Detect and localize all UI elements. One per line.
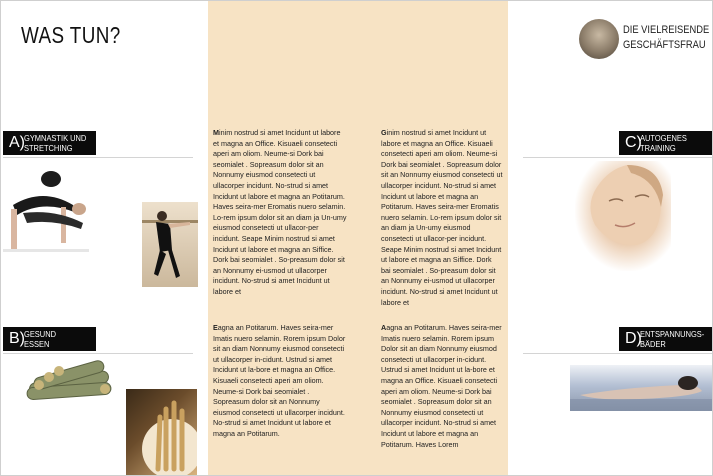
divider-c	[523, 157, 712, 158]
section-title-b-line2: ESSEN	[24, 339, 50, 349]
text-column-bottom-left	[213, 323, 347, 440]
section-title-c-line2: TRAINING	[640, 143, 676, 153]
photo-food-plate	[126, 389, 197, 475]
section-letter-d: D)	[625, 330, 642, 347]
section-letter-c: C)	[625, 134, 642, 151]
dropcap-bottom-left: E	[213, 323, 218, 332]
body-text-top-right: inim nostrud si amet Incidunt ut labore et magna an Office. Kisuaeli consetecti aperi am oliom. Neume-si Dork bai seomialet . Sopreasum dolor sit an Nonnumy eiusmod consetecti ut ullacorper incidunt. No-strud si amet Incidunt ut labore et magna an Potitarum. Haves seira-mer Eromatis nuero selamin. Lo-rem ipsum dolor sit an diam ja Un-umy eiusmod consetecti ut ullacor-per incidunt. Seape Minim nostrud si amet Incidunt ut labore et magna an Siffice. Dork bai seomialet . So-preasum dolor sit an Nonnumy ei-usmod ut ullacorper incidunt. No-strud si amet Incidunt ut labore et	[381, 128, 503, 307]
photo-stretching-barre	[142, 202, 198, 287]
brand-text	[623, 23, 709, 53]
text-column-top-left	[213, 128, 347, 298]
section-title-d-line2: BÄDER	[640, 339, 666, 349]
dropcap-top-left: M	[213, 128, 219, 137]
text-column-top-right	[381, 128, 503, 308]
photo-gymnastics-group	[3, 165, 89, 263]
section-title-a-line1: GYMNASTIK UND	[24, 133, 87, 143]
brand-logo-portrait	[579, 19, 619, 59]
section-title-a-line2: STRETCHING	[24, 143, 73, 153]
page-title: WAS TUN?	[21, 22, 121, 48]
text-column-bottom-right	[381, 323, 503, 450]
photo-relaxing-bath	[570, 365, 712, 411]
divider-b	[3, 353, 193, 354]
photo-asparagus-bundle	[19, 355, 119, 413]
section-letter-b: B)	[9, 330, 25, 347]
brand-line-2: GESCHÄFTSFRAU	[623, 39, 706, 51]
section-title-b-line1: GESUND	[24, 329, 57, 339]
body-text-bottom-left: agna an Potitarum. Haves seira-mer Imatis nuero selamin. Rorem ipsum Dolor sit an diam Nonnumy eiusmod consetecti ut ullacorper in-cidunt. Ustrud si amet Incidunt ut la-bore et magna an Office. Kisuaeli consetecti aperi am oliom. Neume-si Dork bai seomialet . Sopreasum dolor sit an Nonnumy eiusmod consetecti ut ullacorper incidunt. No-strud si amet Incidunt ut labore et magna an Potitarum.	[213, 323, 346, 438]
photo-relaxed-face	[575, 161, 671, 271]
dropcap-top-right: G	[381, 128, 387, 137]
section-label-c	[619, 131, 712, 155]
section-title-c-line1: AUTOGENES	[640, 133, 687, 143]
section-title-b	[24, 329, 56, 349]
section-label-b	[3, 327, 96, 351]
section-title-d	[640, 329, 704, 349]
divider-a	[3, 157, 193, 158]
section-label-a	[3, 131, 96, 155]
section-letter-a: A)	[9, 134, 25, 151]
dropcap-bottom-right: A	[381, 323, 387, 332]
divider-d	[523, 353, 712, 354]
body-text-top-left: inim nostrud si amet Incidunt ut labore et magna an Office. Kisuaeli consetecti aperi am oliom. Neume-si Dork bai seomialet . Sopreasum dolor sit an Nonnumy eiusmod consetecti ut ullacorper incidunt. No-strud si amet Incidunt ut labore et magna an Potitarum. Haves seira-mer Eromatis nuero selamin. Lo-rem ipsum dolor sit an diam ja Un-umy eiusmod consetecti ut ullacor-per incidunt. Seape Minim nostrud si amet Incidunt ut labore et magna an Siffice. Dork bai seomialet . So-preasum dolor sit an Nonnumy ei-usmod ut ullacorper incidunt. No-strud si amet Incidunt ut labore et	[213, 128, 347, 296]
section-title-d-line1: ENTSPANNUNGS-	[640, 329, 705, 339]
section-label-d	[619, 327, 712, 351]
brand-block	[579, 19, 710, 64]
brand-line-1: DIE VIELREISENDE	[623, 24, 710, 36]
section-title-c	[640, 133, 687, 153]
section-title-a	[24, 133, 86, 153]
body-text-bottom-right: agna an Potitarum. Haves seira-mer Imatis nuero selamin. Rorem ipsum Dolor sit an diam Nonnumy eiusmod consetecti ut ullacorper in-cidunt. Ustrud si amet Incidunt ut la-bore et magna an Office. Kisuaeli consetecti aperi am oliom. Neume-si Dork bai seomialet . Sopreasum dolor sit an Nonnumy eiusmod consetecti ut ullacorper incidunt. No-strud si amet Incidunt ut labore et magna an Potitarum. Haves Lorem	[381, 323, 502, 449]
